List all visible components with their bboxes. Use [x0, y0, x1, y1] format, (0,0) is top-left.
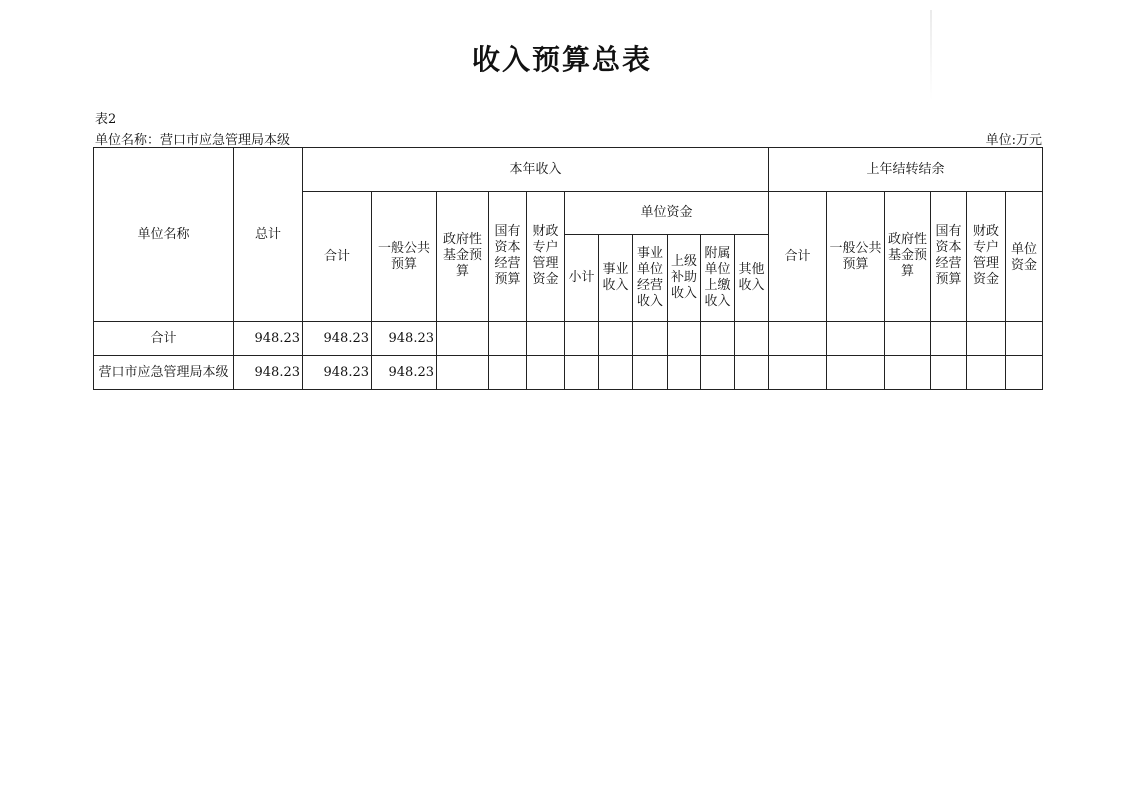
row-cell-empty — [931, 356, 967, 390]
header-fiscal-special-fund: 财政 专户 管理 资金 — [527, 192, 565, 322]
row-cell-empty — [489, 356, 527, 390]
row-cell-empty — [701, 356, 735, 390]
header-current-year-income: 本年收入 — [303, 148, 769, 192]
row-subtotal: 948.23 — [303, 322, 372, 356]
header-unit-name: 单位名称 — [94, 148, 234, 322]
row-general-public-budget: 948.23 — [372, 322, 437, 356]
row-cell-empty — [437, 356, 489, 390]
row-cell-empty — [769, 356, 827, 390]
row-subtotal: 948.23 — [303, 356, 372, 390]
row-cell-empty — [967, 322, 1006, 356]
row-cell-empty — [967, 356, 1006, 390]
header-carry-fiscal-special-fund: 财政 专户 管理 资金 — [967, 192, 1006, 322]
header-carry-subtotal: 合计 — [769, 192, 827, 322]
header-subtotal: 合计 — [303, 192, 372, 322]
row-cell-empty — [668, 356, 701, 390]
row-cell-empty — [668, 322, 701, 356]
header-affiliated-business-income: 事业 单位 经营 收入 — [633, 235, 668, 322]
row-cell-empty — [735, 356, 769, 390]
header-superior-subsidy-income: 上级 补助 收入 — [668, 235, 701, 322]
header-general-public-budget: 一般公共 预算 — [372, 192, 437, 322]
table-row — [94, 356, 1043, 390]
header-row-1 — [94, 148, 1043, 192]
income-budget-table — [93, 147, 1043, 390]
row-cell-empty — [565, 322, 599, 356]
row-cell-empty — [599, 356, 633, 390]
header-unit-subtotal: 小计 — [565, 235, 599, 322]
header-carry-state-capital-budget: 国有 资本 经营 预算 — [931, 192, 967, 322]
row-total: 948.23 — [234, 322, 303, 356]
row-cell-empty — [437, 322, 489, 356]
row-cell-empty — [599, 322, 633, 356]
row-cell-empty — [769, 322, 827, 356]
row-general-public-budget: 948.23 — [372, 356, 437, 390]
row-cell-empty — [827, 356, 885, 390]
header-carry-general-public-budget: 一般公共 预算 — [827, 192, 885, 322]
row-unit-name: 合计 — [94, 322, 234, 356]
row-total: 948.23 — [234, 356, 303, 390]
row-cell-empty — [885, 322, 931, 356]
header-prior-year-carryover: 上年结转结余 — [769, 148, 1043, 192]
unit-name-line: 单位名称：营口市应急管理局本级 — [95, 133, 291, 148]
row-cell-empty — [1006, 356, 1043, 390]
table-number: 表2 — [95, 112, 117, 127]
row-cell-empty — [885, 356, 931, 390]
scan-artifact — [930, 10, 932, 100]
row-cell-empty — [633, 356, 668, 390]
header-carry-unit-funds: 单位 资金 — [1006, 192, 1043, 322]
row-cell-empty — [1006, 322, 1043, 356]
header-other-income: 其他 收入 — [735, 235, 769, 322]
table-row — [94, 322, 1043, 356]
row-cell-empty — [633, 322, 668, 356]
row-unit-name: 营口市应急管理局本级 — [94, 356, 234, 390]
page-title: 收入预算总表 — [471, 43, 652, 76]
header-total: 总计 — [234, 148, 303, 322]
header-gov-fund-budget: 政府性 基金预 算 — [437, 192, 489, 322]
row-cell-empty — [527, 322, 565, 356]
row-cell-empty — [565, 356, 599, 390]
header-carry-gov-fund-budget: 政府性 基金预 算 — [885, 192, 931, 322]
header-unit-funds: 单位资金 — [565, 192, 769, 235]
row-cell-empty — [931, 322, 967, 356]
row-cell-empty — [527, 356, 565, 390]
currency-unit-label: 单位:万元 — [985, 133, 1042, 148]
row-cell-empty — [489, 322, 527, 356]
header-subordinate-payment-income: 附属 单位 上缴 收入 — [701, 235, 735, 322]
header-business-income: 事业 收入 — [599, 235, 633, 322]
row-cell-empty — [701, 322, 735, 356]
row-cell-empty — [827, 322, 885, 356]
header-state-capital-budget: 国有 资本 经营 预算 — [489, 192, 527, 322]
row-cell-empty — [735, 322, 769, 356]
